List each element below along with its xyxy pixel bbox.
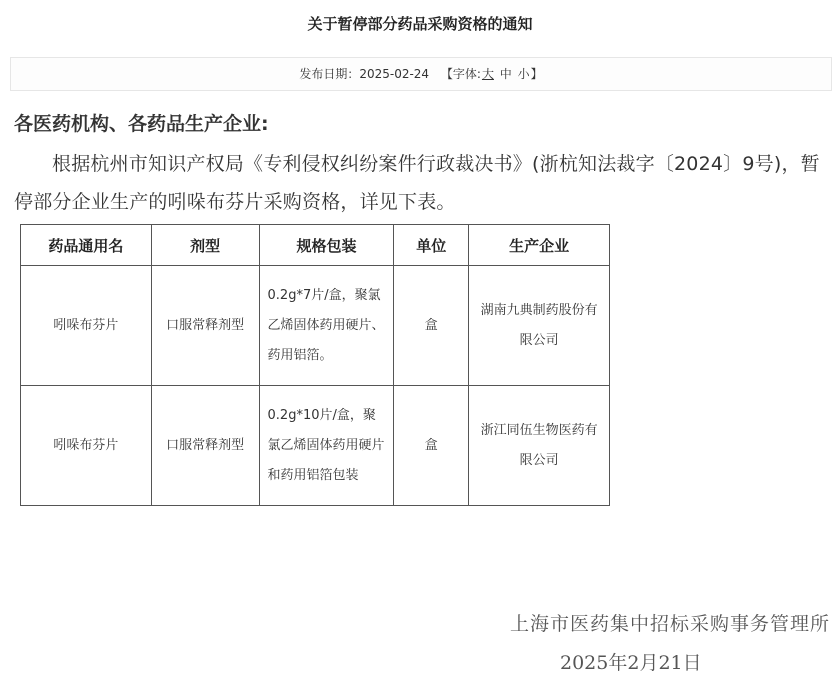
- font-size-small-link[interactable]: 小: [517, 67, 530, 81]
- cell-company: 浙江同伍生物医药有限公司: [469, 386, 610, 506]
- cell-dosage-form: 口服常释剂型: [151, 386, 259, 506]
- cell-unit: 盒: [394, 386, 469, 506]
- cell-unit: 盒: [394, 266, 469, 386]
- issue-date: 2025年2月21日: [560, 652, 702, 674]
- publish-info-bar: [10, 57, 832, 91]
- header-unit: 单位: [394, 225, 469, 266]
- cell-company: 湖南九典制药股份有限公司: [469, 266, 610, 386]
- font-size-bracket-close: 】: [530, 67, 543, 81]
- table-row: [21, 386, 610, 506]
- font-size-medium-link[interactable]: 中: [499, 67, 512, 81]
- drug-table: [20, 224, 610, 506]
- cell-drug-name: 吲哚布芬片: [21, 386, 152, 506]
- header-dosage-form: 剂型: [151, 225, 259, 266]
- cell-spec: 0.2g*7片/盒，聚氯乙烯固体药用硬片、药用铝箔。: [259, 266, 394, 386]
- header-drug-name: 药品通用名: [21, 225, 152, 266]
- header-spec: 规格包装: [259, 225, 394, 266]
- cell-drug-name: 吲哚布芬片: [21, 266, 152, 386]
- table-header-row: [21, 225, 610, 266]
- body-paragraph: 根据杭州市知识产权局《专利侵权纠纷案件行政裁决书》(浙杭知法裁字〔2024〕9号)，暂停部分企业生产的吲哚布芬片采购资格，详见下表。: [14, 153, 820, 213]
- publish-date: 2025-02-24: [359, 67, 430, 81]
- header-company: 生产企业: [469, 225, 610, 266]
- greeting: 各医药机构、各药品生产企业:: [14, 113, 269, 135]
- cell-dosage-form: 口服常释剂型: [151, 266, 259, 386]
- page-title: 关于暂停部分药品采购资格的通知: [307, 15, 533, 33]
- issuing-organization: 上海市医药集中招标采购事务管理所: [509, 613, 830, 635]
- font-size-large-link[interactable]: 大: [481, 67, 494, 81]
- cell-spec: 0.2g*10片/盒，聚氯乙烯固体药用硬片和药用铝箔包装: [259, 386, 394, 506]
- publish-date-label: 发布日期：: [299, 67, 360, 81]
- font-size-label: 【字体:: [440, 67, 481, 81]
- table-row: [21, 266, 610, 386]
